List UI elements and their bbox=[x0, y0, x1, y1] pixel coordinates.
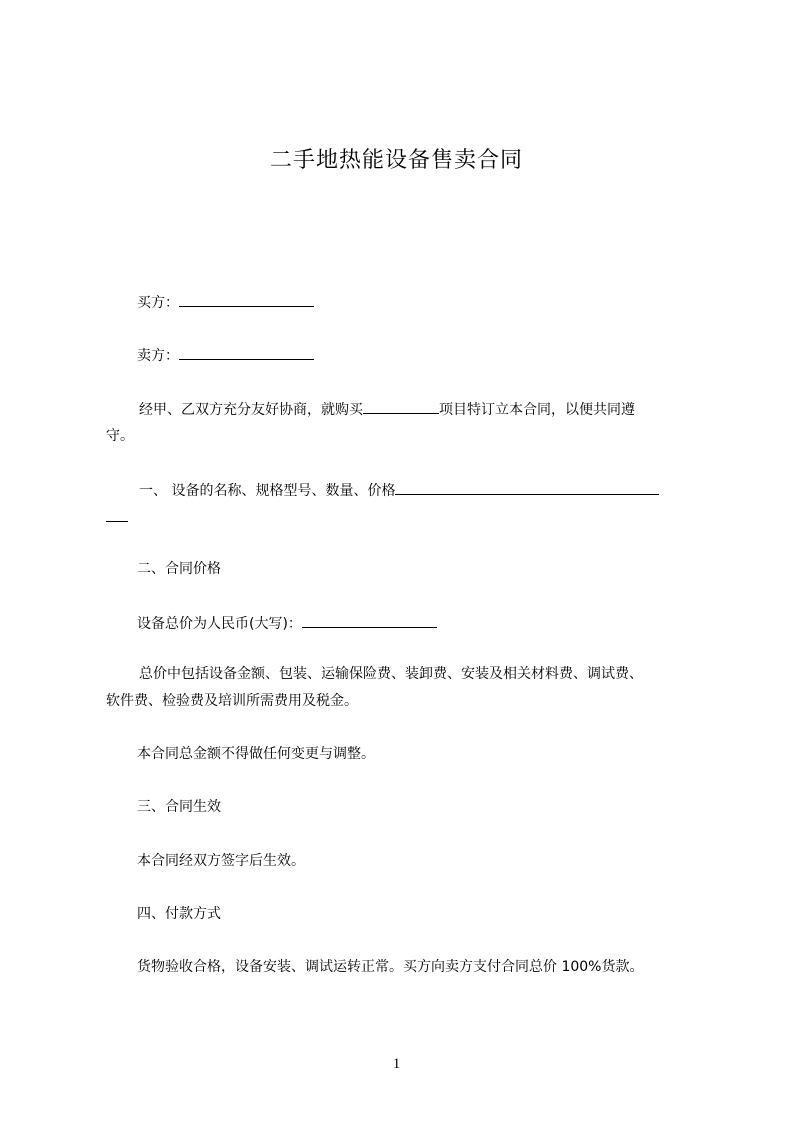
total-price-label: 设备总价为人民币(大写)： bbox=[137, 616, 302, 632]
total-price-blank[interactable] bbox=[302, 613, 437, 628]
seller-line bbox=[137, 345, 737, 365]
section-1-line bbox=[139, 480, 739, 500]
intro-continuation: 守。 bbox=[106, 428, 134, 444]
section-3-heading: 三、合同生效 bbox=[137, 799, 221, 815]
buyer-blank[interactable] bbox=[179, 292, 314, 307]
equipment-blank-cont bbox=[106, 507, 128, 522]
section-1-continuation bbox=[106, 507, 706, 527]
intro-suffix: 项目特订立本合同，以便共同遵 bbox=[439, 402, 635, 418]
seller-label: 卖方： bbox=[137, 348, 179, 364]
intro-line bbox=[139, 399, 739, 419]
equipment-blank[interactable] bbox=[395, 480, 659, 495]
seller-blank[interactable] bbox=[179, 345, 314, 360]
total-price-line bbox=[137, 613, 737, 633]
effective-clause: 本合同经双方签字后生效。 bbox=[137, 853, 305, 869]
section-2-heading: 二、合同价格 bbox=[137, 561, 221, 577]
payment-clause: 货物验收合格，设备安装、调试运转正常。买方向卖方支付合同总价 100%货款。 bbox=[137, 959, 644, 975]
includes-line-2: 软件费、检验费及培训所需费用及税金。 bbox=[106, 693, 358, 709]
project-blank[interactable] bbox=[363, 399, 439, 414]
section-4-heading: 四、付款方式 bbox=[137, 906, 221, 922]
section-1-heading: 一、 设备的名称、规格型号、数量、价格 bbox=[139, 483, 396, 499]
no-change-clause: 本合同总金额不得做任何变更与调整。 bbox=[137, 746, 375, 762]
buyer-label: 买方： bbox=[137, 295, 179, 311]
buyer-line bbox=[137, 292, 737, 312]
intro-prefix: 经甲、乙双方充分友好协商，就购买 bbox=[139, 402, 363, 418]
includes-line-1: 总价中包括设备金额、包装、运输保险费、装卸费、安装及相关材料费、调试费、 bbox=[139, 666, 643, 682]
document-title: 二手地热能设备售卖合同 bbox=[269, 148, 523, 173]
page-number: 1 bbox=[392, 1056, 401, 1072]
